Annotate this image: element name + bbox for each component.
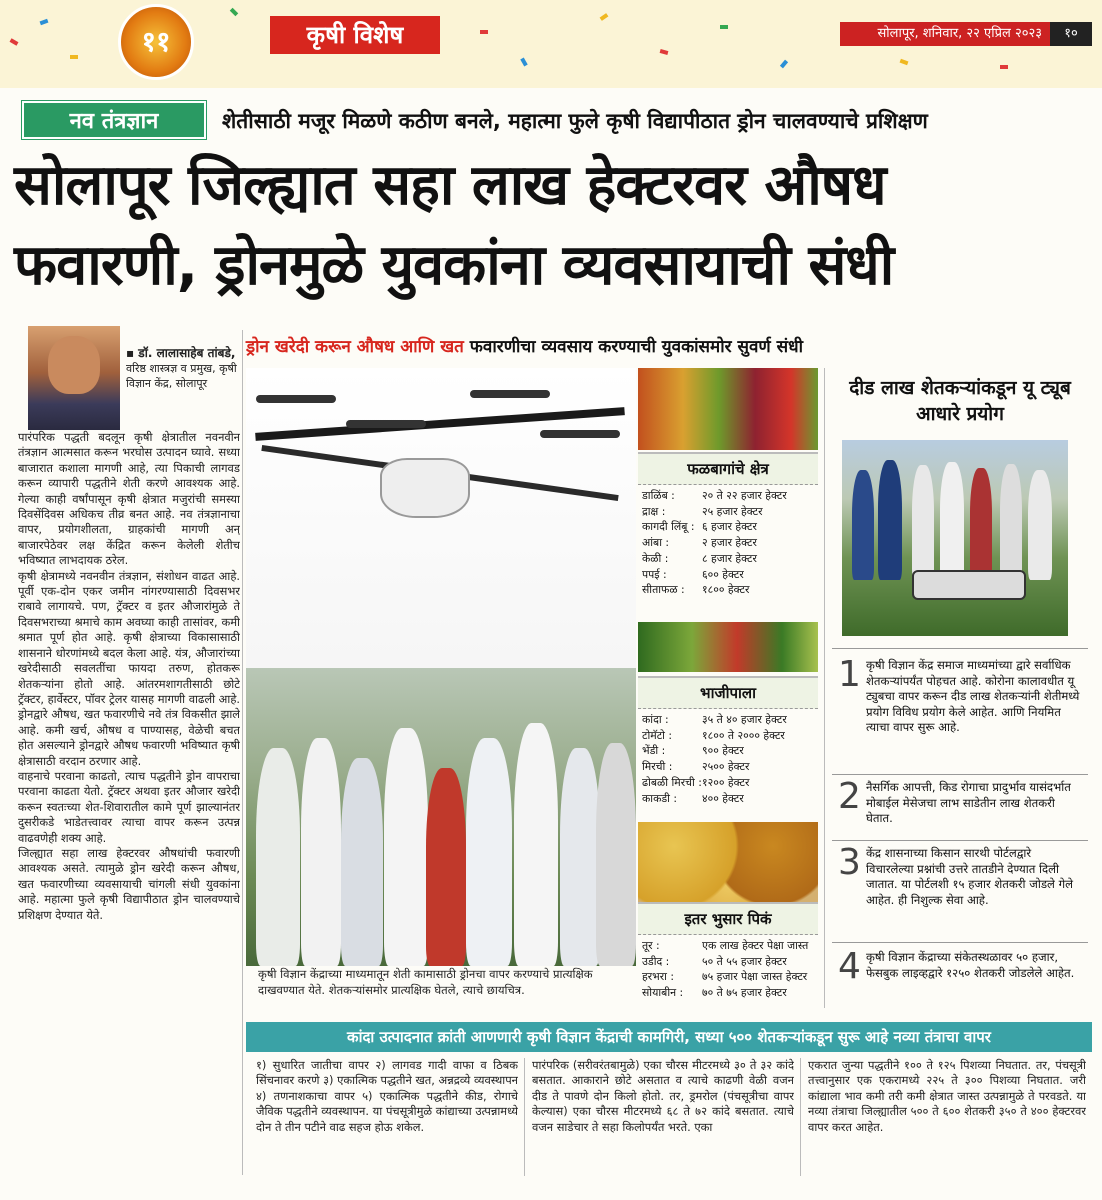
table-row [642,759,818,775]
row-label: काकडी : [642,791,678,805]
item-divider [832,840,1088,841]
fruit-title: फळबागांचे क्षेत्र [638,452,818,485]
right-item-text: कृषी विज्ञान केंद्र समाज माध्यमांच्या द्वारे सर्वाधिक शेतकऱ्यांपर्यंत पोहचत आहे. कोरोना कालावधीत यू ट्युबचा वापर करून दीड लाख शेतकऱ्यांनी शेतीमध्ये प्रयोग विविध प्रयोग केले आहेत. आणि नियमित त्याचा वापर सुरू आहे. [866,658,1080,734]
bottom-column-3: एकरात जुन्या पद्धतीने १०० ते १२५ पिशव्या निघतात. तर, पंचसूत्री तत्त्वानुसार एक एकरामध्ये २२५ ते ३०० पिशव्या निघतात. जरी कांद्याला भाव कमी तरी कमी क्षेत्रात जास्त उत्पन्नामुळे ते परवडते. या नव्या तंत्राचा जिल्ह्यातील ५०० ते ६०० शेतकरी ३५० ते ४०० हेक्टरवर वापर करत आहेत. [808,1058,1086,1134]
column-divider [800,1058,801,1176]
column-divider [824,368,825,1008]
column-divider [242,330,243,1175]
row-value: ६ हजार हेक्टर [702,520,757,534]
bottom-column-1: १) सुधारित जातीचा वापर २) लागवड गादी वाफा व ठिबक सिंचनावर करणे ३) एकात्मिक पद्धतीने खत, अन्नद्रव्ये व्यवस्थापन ४) तणनाशकाचा वापर ५) एकात्मिक पद्धतीने कीड, रोगाचे जैविक पद्धतीने व्यवस्थापन. या पंचसूत्रीमुळे कांद्याच्या उत्पन्नामध्ये दोन ते तीन पटीने वाढ सहज होऊ शकेल. [256,1058,518,1134]
row-label: टोमॅटो : [642,728,673,742]
drone-propeller [346,420,426,428]
item-divider [832,942,1088,943]
row-value: २० ते २२ हजार हेक्टर [702,489,787,502]
drone-on-ground [912,570,1026,600]
kicker-label: नव तंत्रज्ञान [22,101,206,139]
byline-role: वरिष्ठ शास्त्रज्ञ व प्रमुख, कृषी विज्ञान केंद्र, सोलापूर [126,362,237,390]
headline-line-2: फवारणी, ड्रोनमुळे युवकांना व्यवसायाची संधी [14,233,894,298]
person-figure [970,468,992,580]
table-row [642,712,818,728]
person-figure [878,460,902,580]
grain-table [642,938,818,1001]
row-value: १८०० हेक्टर [702,583,750,597]
drone-propeller [540,430,620,438]
grain-title: इतर भुसार पिकं [638,902,818,935]
person-figure [426,768,466,966]
row-value: ७० ते ७५ हजार हेक्टर [702,986,787,1000]
author-face [48,336,100,394]
table-row [642,728,818,744]
page-number: १० [1050,22,1092,46]
row-value: ८ हजार हेक्टर [702,551,757,565]
person-figure [301,738,341,966]
table-row [642,535,818,551]
subhead-rest: फवारणीचा व्यवसाय करण्याची युवकांसमोर सुवर्ण संधी [463,337,803,357]
item-number: 4 [838,946,861,987]
row-value: ४०० हेक्टर [702,791,744,805]
table-row [642,775,818,791]
table-row [642,791,818,807]
vegetable-table [642,712,818,806]
person-figure [1000,464,1022,582]
article-body [18,430,240,1175]
row-label: तूर : [642,939,660,952]
row-label: ढोबळी मिरची : [642,775,702,789]
person-figure [514,723,558,966]
person-figure [596,743,636,966]
person-figure [256,748,300,966]
row-label: सीताफळ : [642,583,685,597]
dateline: सोलापूर, शनिवार, २२ एप्रिल २०२३ [840,22,1050,46]
row-label: कांदा : [642,713,669,726]
item-divider [832,774,1088,775]
table-row [642,567,818,583]
row-value: ५० ते ५५ हजार हेक्टर [702,954,787,968]
row-label: डाळिंब : [642,489,675,502]
row-value: २५ हजार हेक्टर [702,504,763,518]
column-divider [524,1058,525,1176]
crowd-photo [246,668,636,966]
section-title: कृषी विशेष [306,21,404,49]
subheadline [246,330,1076,364]
table-row [642,985,818,1001]
subhead-highlight: ड्रोन खरेदी करून औषध आणि खत [246,337,464,357]
person-figure [384,728,428,966]
row-value: ९०० हेक्टर [702,744,744,758]
row-value: १८०० ते २००० हेक्टर [702,728,785,742]
row-value: १२०० हेक्टर [702,775,750,789]
table-row [642,551,818,567]
byline-name: ▪ डॉ. लालासाहेब तांबडे, [126,346,236,360]
drone-body [380,458,470,518]
row-label: हरभरा : [642,970,675,984]
vegetable-title: भाजीपाला [638,676,818,709]
right-item-text: केंद्र शासनाच्या किसान सारथी पोर्टलद्वारे विचारलेल्या प्रश्नांची उत्तरे तातडीने देण्यात दिली जातात. या पोर्टलशी १५ हजार शेतकरी जोडले गेले आहेत. ही निशुल्क सेवा आहे. [866,846,1073,907]
row-label: आंबा : [642,536,670,550]
item-number: 1 [838,654,861,695]
photo-caption: कृषी विज्ञान केंद्राच्या माध्यमातून शेती कामासाठी ड्रोनचा वापर करण्याचे प्रात्यक्षिक दाखवण्यात येते. शेतकऱ्यांसमोर प्रात्यक्षिक घेतले, त्याचे छायचित्र. [258,967,593,997]
row-label: पपई : [642,567,667,581]
person-figure [940,462,964,582]
row-value: ७५ हजार पेक्षा जास्त हेक्टर [702,970,808,984]
vegetable-image [638,622,818,672]
item-divider [832,648,1088,649]
table-row [642,954,818,970]
bottom-banner: कांदा उत्पादनात क्रांती आणणारी कृषी विज्ञान केंद्राची कामगिरी, सध्या ५०० शेतकऱ्यांकडून सुरू आहे नव्या तंत्राचा वापर [246,1022,1092,1052]
body-paragraph: कृषी क्षेत्रामध्ये नवनवीन तंत्रज्ञान, संशोधन वाढत आहे. पूर्वी एक-दोन एकर जमीन नांगरण्यासाठी दिवसभर राबावे लागायचे. पण, ट्रॅक्टर व इतर औजारांमुळे ते दिवसभराच्या श्रमाचे काम अवघ्या काही तासांवर, कमी श्रमात पूर्ण होत आहे. कृषी क्षेत्राच्या विकासासाठी शासनाने धोरणांमध्ये बदल केला आहे. यंत्र, औजारांच्या खरेदीसाठी सवलतींचा फायदा तरुण, होतकरू शेतकऱ्यांना होतो आहे. आंतरमशागतीसाठी छोटे ट्रॅक्टर, हार्वेस्टर, पॉवर ट्रेलर यासह मागणी वाढली आहे. ड्रोनद्वारे औषध, खत फवारणीचे नवे तंत्र विकसीत झाले आहे. कमी खर्च, औषध व पाण्यासह, वेळेची बचत होत असल्याने ड्रोनद्वारे औषध फवारणी भविष्यात कृषी क्षेत्रासाठी वरदान ठरणार आहे. [18,568,240,768]
fruit-image [638,368,818,450]
headline-line-1: सोलापूर जिल्ह्यात सहा लाख हेक्टरवर औषध [14,153,886,218]
body-paragraph: जिल्ह्यात सहा लाख हेक्टरवर औषधांची फवारणी आवश्यक असते. त्यामुळे ड्रोन खरेदी करून औषध, खत फवारणीच्या व्यवसायाची चांगली संधी युवकांना आहे. महात्मा फुले कृषी विद्यापीठात ड्रोन चालवण्याचे प्रशिक्षण देण्यात येते. [18,845,240,922]
byline [126,346,238,391]
person-figure [1028,470,1052,580]
table-row [642,519,818,535]
table-row [642,969,818,985]
bottom-column-2: पारंपरिक (सरीवरंतबामुळे) एका चौरस मीटरमध्ये ३० ते ३२ कांदे बसतात. आकाराने छोटे असतात व त्याचे काढणी वेळी वजन दीड ते पावणे दोन किलो होतो. तर, ड्रमरोल (पंचसूत्रीचा वापर केल्यास) एका चौरस मीटरमध्ये ६८ ते ७२ कांदे बसतात. त्याचे वजन साडेचार ते सहा किलोपर्यंत भरते. एका [532,1058,794,1134]
logo-anniversary-number: ११ [141,25,171,58]
drone-propeller [256,395,336,403]
person-figure [466,738,512,966]
right-item-text: कृषी विज्ञान केंद्राच्या संकेतस्थळावर ५० हजार, फेसबुक लाइव्हद्वारे १२५० शेतकरी जोडलेले आहेत. [866,950,1075,980]
person-figure [912,465,934,580]
body-paragraph: वाहनाचे परवाना काढतो, त्याच पद्धतीने ड्रोन वापराचा परवाना काढता येतो. ट्रॅक्टर अथवा इतर औजार खरेदी करून स्वतःच्या शेत-शिवारातील कामे पूर्ण झाल्यानंतर दुसरीकडे भाडेतत्त्वावर त्याचा वापर करून उत्पन्न वाढवणेही शक्य आहे. [18,768,240,845]
kicker-text: शेतीसाठी मजूर मिळणे कठीण बनले, महात्मा फुले कृषी विद्यापीठात ड्रोन चालवण्याचे प्रशिक्षण [222,109,928,133]
row-label: भेंडी : [642,744,666,758]
row-value: २ हजार हेक्टर [702,536,757,550]
row-label: मिरची : [642,760,673,774]
table-row [642,488,818,504]
right-column-title: दीड लाख शेतकऱ्यांकडून यू ट्यूब आधारे प्रयोग [849,377,1071,425]
person-figure [341,758,383,966]
person-figure [560,748,600,966]
row-label: उडीद : [642,954,670,968]
row-label: द्राक्ष : [642,504,666,518]
table-row [642,938,818,954]
fruit-table [642,488,818,598]
row-value: ३५ ते ४० हजार हेक्टर [702,713,787,726]
row-label: केळी : [642,551,669,565]
item-number: 2 [838,776,861,817]
drone-propeller [470,390,550,398]
grain-image [638,822,818,902]
person-figure [852,470,874,580]
item-number: 3 [838,842,861,883]
row-label: सोयाबीन : [642,986,684,1000]
row-value: २५०० हेक्टर [702,760,750,774]
table-row [642,582,818,598]
right-item-text: नैसर्गिक आपत्ती, किड रोगाचा प्रादुर्भाव यासंदर्भात मोबाईल मेसेजचा लाभ साडेतीन लाख शेतकरी घेतात. [866,780,1071,825]
row-value: एक लाख हेक्टर पेक्षा जास्त [702,939,809,952]
table-row [642,504,818,520]
row-label: कागदी लिंबू : [642,520,695,534]
row-value: ६०० हेक्टर [702,567,744,581]
body-paragraph: पारंपरिक पद्धती बदलून कृषी क्षेत्रातील नवनवीन तंत्रज्ञान आत्मसात करून भरघोस उत्पादन घ्यावे. सध्या बाजारात कशाला मागणी आहे, त्या पिकाची लागवड करून व्यापारी पद्धतीने शेती करणे आवश्यक आहे. गेल्या काही वर्षांपासून कृषी क्षेत्रात मजुरांची समस्या दिवसेंदिवस अधिकच तीव्र बनत आहे. नव तंत्रज्ञानाचा वापर, प्रयोगशीलता, ग्राहकांची मागणी अन्‌ बाजारपेठेवर लक्ष केंद्रित करून केलेली शेतीच भविष्यात लाभदायक ठरेल. [18,430,240,568]
table-row [642,743,818,759]
field-demo-photo [842,440,1068,636]
